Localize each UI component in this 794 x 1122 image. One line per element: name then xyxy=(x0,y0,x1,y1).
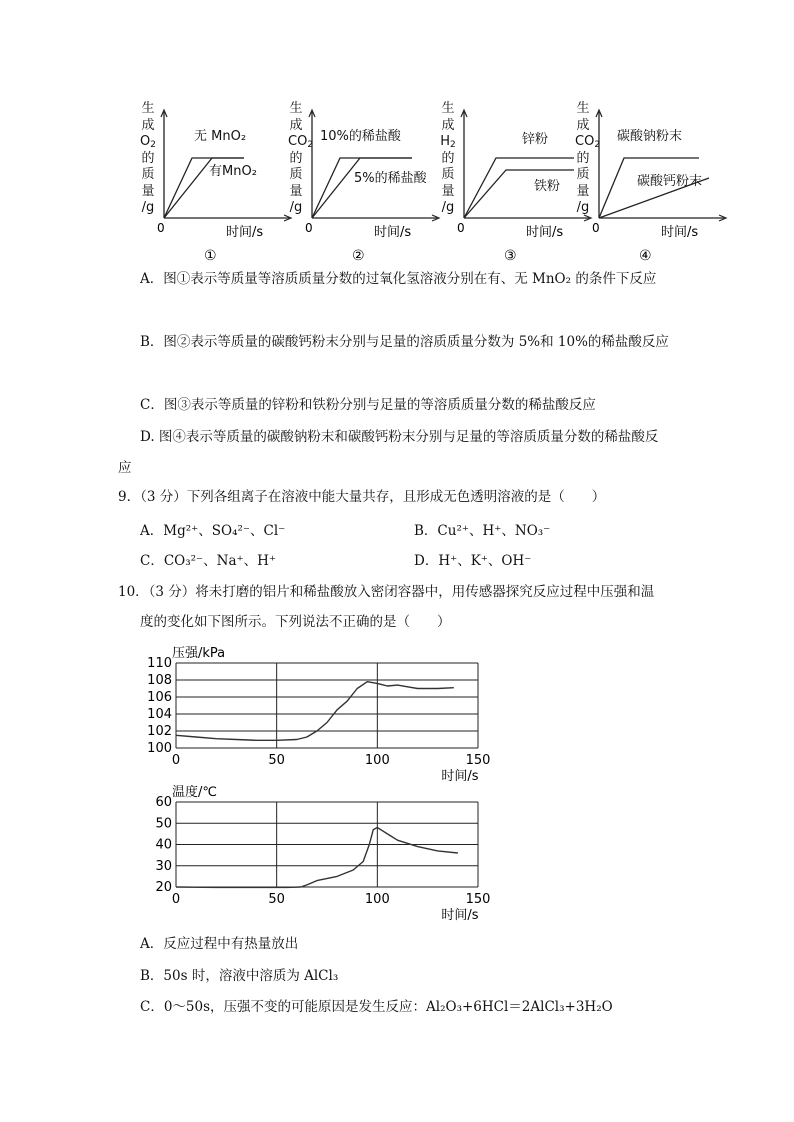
y-tick-label: 40 xyxy=(155,837,172,853)
q9-option-c: C．CO₃²⁻、Na⁺、H⁺ xyxy=(140,553,277,569)
x-tick-label: 100 xyxy=(364,892,390,907)
graph-ylabel-char: 成 xyxy=(289,117,303,133)
q10-stem-line2: 度的变化如下图所示。下列说法不正确的是（ ） xyxy=(140,614,451,630)
series-line-2 xyxy=(312,158,412,218)
graph-number: ① xyxy=(204,248,217,264)
q9-stem: 9．（3 分）下列各组离子在溶液中能大量共存，且形成无色透明溶液的是（ ） xyxy=(118,489,606,505)
small-graph-3 xyxy=(440,100,601,265)
series-label: 有MnO₂ xyxy=(209,164,257,179)
series-line xyxy=(176,828,458,888)
q8-option-c: C．图③表示等质量的锌粉和铁粉分别与足量的等溶质质量分数的稀盐酸反应 xyxy=(140,397,596,413)
x-axis-label: 时间/s xyxy=(661,225,699,240)
graph-ylabel-char: $O_2$ xyxy=(140,134,156,150)
graph-ylabel-char: 量 xyxy=(289,183,303,199)
y-axis-label: 温度/℃ xyxy=(172,785,217,800)
y-tick-label: 50 xyxy=(155,816,172,832)
graph-ylabel-char: 量 xyxy=(141,183,155,199)
x-axis-label: 时间/s xyxy=(526,225,564,240)
x-tick-label: 0 xyxy=(171,753,181,768)
graph-ylabel-char: 的 xyxy=(441,150,455,166)
series-label: 碳酸钠粉末 xyxy=(617,129,683,144)
graph-ylabel-char: /g xyxy=(289,200,303,215)
graph-ylabel-char: $H_2$ xyxy=(440,134,456,150)
graph-ylabel-char: 量 xyxy=(441,183,455,199)
graph-ylabel-char: 的 xyxy=(289,150,303,166)
graph-ylabel-char: 生 xyxy=(289,101,303,116)
y-tick-label: 30 xyxy=(155,858,172,874)
y-axis-label: 压强/kPa xyxy=(172,646,226,661)
x-tick-label: 0 xyxy=(171,892,181,907)
series-label: 锌粉 xyxy=(522,132,549,147)
x-tick-label: 150 xyxy=(465,753,491,768)
q8-option-b: B．图②表示等质量的碳酸钙粉末分别与足量的溶质质量分数为 5%和 10%的稀盐酸反应 xyxy=(140,334,669,350)
graph-ylabel-char: 生 xyxy=(576,101,590,116)
x-axis-label: 时间/s xyxy=(374,225,412,240)
small-graph-1 xyxy=(140,100,290,265)
q10-stem-line1: 10．（3 分）将未打磨的铝片和稀盐酸放入密闭容器中，用传感器探究反应过程中压强和温 xyxy=(118,584,655,600)
graph-ylabel-char: 质 xyxy=(289,167,303,182)
series-label: 无 MnO₂ xyxy=(194,129,247,144)
graph-ylabel-char: 的 xyxy=(141,150,155,166)
graph-ylabel-char: 量 xyxy=(576,183,590,199)
x-tick-label: 100 xyxy=(364,753,390,768)
pressure-chart xyxy=(140,640,520,785)
y-tick-label: 104 xyxy=(147,707,172,722)
q9-option-a: A．Mg²⁺、SO₄²⁻、Cl⁻ xyxy=(140,523,286,539)
graph-ylabel-char: 生 xyxy=(141,101,155,116)
series-label: 5%的稀盐酸 xyxy=(354,171,427,186)
graph-ylabel-char: 生 xyxy=(441,101,455,116)
graph-number: ④ xyxy=(639,248,652,264)
graph-ylabel-char: $CO_2$ xyxy=(288,134,314,150)
small-graph-4 xyxy=(575,100,725,265)
series-label: 铁粉 xyxy=(534,179,561,194)
y-tick-label: 100 xyxy=(147,741,172,756)
y-tick-label: 60 xyxy=(155,795,172,810)
y-tick-label: 110 xyxy=(147,656,172,671)
series-label: 碳酸钙粉末 xyxy=(637,174,703,189)
temperature-chart xyxy=(140,785,520,930)
graph-ylabel-char: 成 xyxy=(576,117,590,133)
graph-number: ③ xyxy=(504,248,517,264)
graph-ylabel-char: 质 xyxy=(441,167,455,182)
q10-option-a: A．反应过程中有热量放出 xyxy=(140,936,299,952)
q10-option-b: B．50s 时，溶液中溶质为 AlCl₃ xyxy=(140,968,339,984)
q10-option-c: C．0～50s，压强不变的可能原因是发生反应：Al₂O₃+6HCl＝2AlCl₃+3H₂O xyxy=(140,999,613,1015)
y-tick-label: 20 xyxy=(155,880,172,895)
graph-ylabel-char: $CO_2$ xyxy=(575,134,601,150)
x-axis-label: 时间/s xyxy=(441,769,479,784)
graph-number: ② xyxy=(352,248,365,264)
q9-option-d: D．H⁺、K⁺、OH⁻ xyxy=(414,553,532,569)
graph-ylabel-char: 质 xyxy=(141,167,155,182)
x-tick-label: 150 xyxy=(465,892,491,907)
x-axis-label: 时间/s xyxy=(441,908,479,923)
graph-ylabel-char: 成 xyxy=(441,117,455,133)
origin-label: 0 xyxy=(305,221,313,235)
y-tick-label: 102 xyxy=(147,724,172,739)
graph-ylabel-char: /g xyxy=(441,200,455,215)
series-line xyxy=(176,682,454,741)
q9-option-b: B．Cu²⁺、H⁺、NO₃⁻ xyxy=(414,523,551,539)
x-tick-label: 50 xyxy=(268,753,285,768)
x-axis-label: 时间/s xyxy=(226,225,264,240)
series-label: 10%的稀盐酸 xyxy=(320,129,401,144)
origin-label: 0 xyxy=(457,221,465,235)
graph-ylabel-char: /g xyxy=(141,200,155,215)
q8-option-d-line1: D. 图④表示等质量的碳酸钠粉末和碳酸钙粉末分别与足量的等溶质质量分数的稀盐酸反 xyxy=(140,429,659,445)
x-tick-label: 50 xyxy=(268,892,285,907)
graph-ylabel-char: 的 xyxy=(576,150,590,166)
q8-option-d-line2: 应 xyxy=(118,460,132,476)
origin-label: 0 xyxy=(592,221,600,235)
small-graph-2 xyxy=(288,100,438,265)
graph-ylabel-char: 质 xyxy=(576,167,590,182)
series-line-1 xyxy=(312,158,412,218)
y-tick-label: 108 xyxy=(147,673,172,688)
graph-ylabel-char: /g xyxy=(576,200,590,215)
y-tick-label: 106 xyxy=(147,690,172,705)
graph-ylabel-char: 成 xyxy=(141,117,155,133)
series-line-2 xyxy=(464,170,574,218)
q8-option-a: A．图①表示等质量等溶质质量分数的过氧化氢溶液分别在有、无 MnO₂ 的条件下反应 xyxy=(140,271,657,287)
origin-label: 0 xyxy=(157,221,165,235)
